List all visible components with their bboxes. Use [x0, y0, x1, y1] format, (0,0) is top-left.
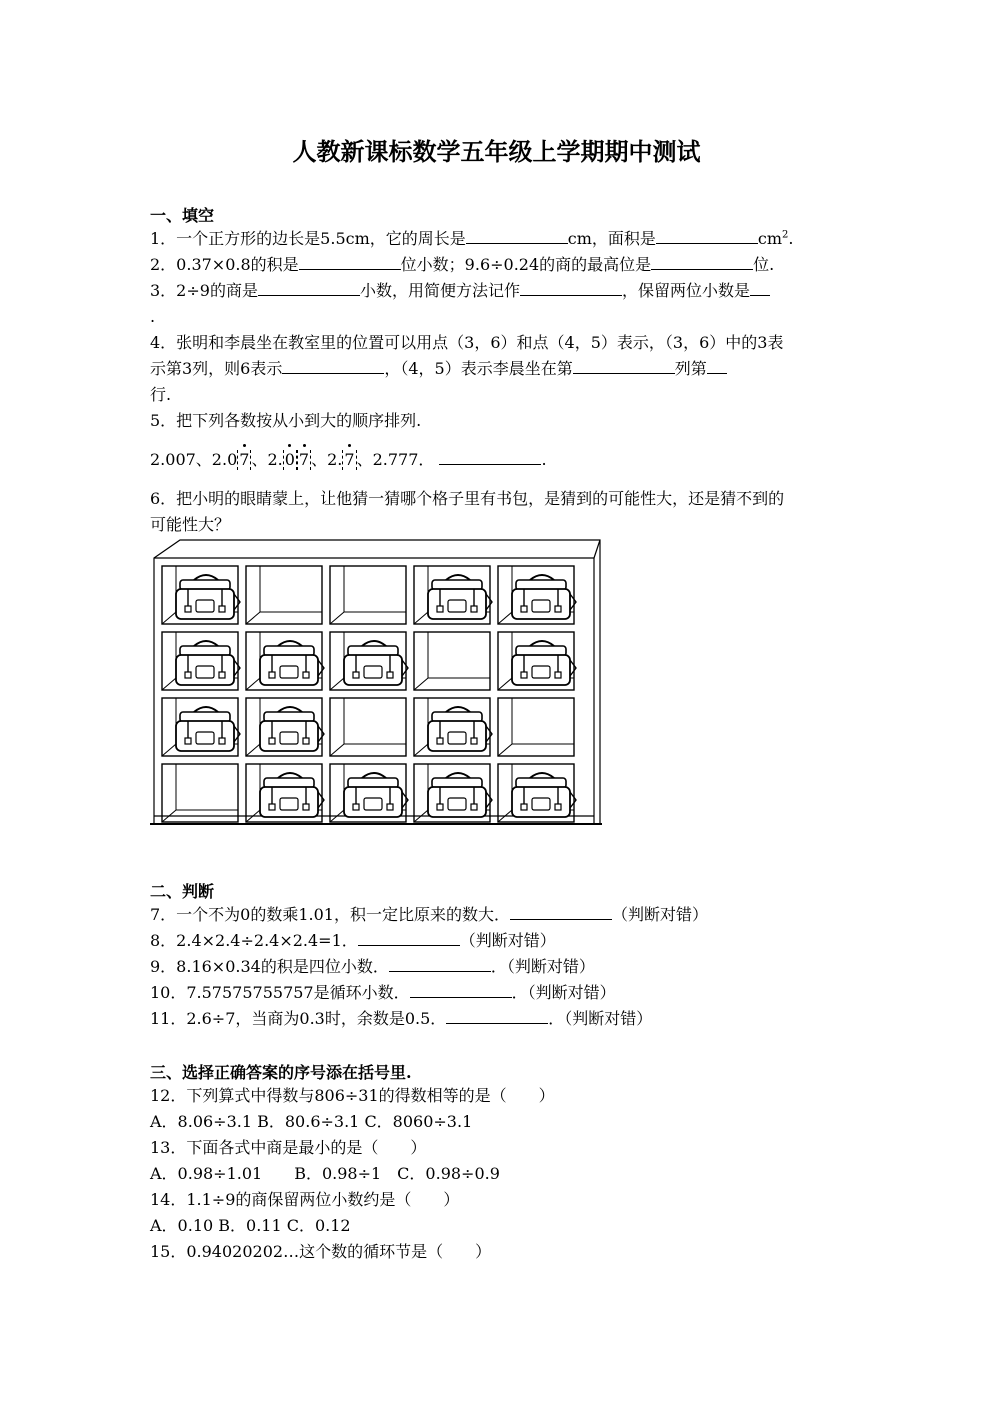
- answer-blank[interactable]: [750, 281, 770, 296]
- question-13-options: A．0.98÷1.01 B．0.98÷1 C．0.98÷0.9: [150, 1164, 500, 1183]
- section-heading-judge: 二、判断: [150, 882, 215, 901]
- question-10: [150, 983, 616, 1003]
- question-13: 13．下面各式中商是最小的是（ ）: [150, 1138, 427, 1157]
- school-bag-icon: [344, 773, 408, 817]
- q1-text-c: cm: [757, 229, 783, 248]
- page-title: 人教新课标数学五年级上学期期中测试: [292, 137, 701, 166]
- question-12: 12．下列算式中得数与806÷31的得数相等的是（ ）: [150, 1086, 555, 1105]
- answer-blank[interactable]: [510, 905, 612, 920]
- q3-text-a: 3．2÷9的商是: [150, 281, 258, 300]
- q5-part-1: 2.007、2.0: [150, 450, 238, 469]
- shelf-cell-with-bag: [246, 632, 324, 690]
- q4-text-c: 列第: [674, 359, 707, 378]
- repeating-digit: 7: [298, 450, 310, 469]
- question-2: [150, 255, 774, 275]
- shelf-cell-with-bag: [414, 698, 492, 756]
- q3-end: .: [150, 307, 156, 326]
- answer-blank[interactable]: [651, 255, 753, 270]
- shelf-cell-empty: [330, 566, 406, 624]
- q4-text-a: 示第3列，则6表示: [150, 359, 283, 378]
- shelf-cell-with-bag: [162, 698, 240, 756]
- shelf-cell-empty: [498, 698, 574, 756]
- question-6-line-1: 6．把小明的眼睛蒙上，让他猜一猜哪个格子里有书包，是猜到的可能性大，还是猜不到的: [150, 489, 785, 508]
- q8-hint: （判断对错）: [459, 931, 556, 950]
- answer-blank[interactable]: [389, 957, 491, 972]
- school-bag-icon: [512, 773, 576, 817]
- question-7: [150, 905, 708, 925]
- question-14-options: A．0.10 B．0.11 C．0.12: [150, 1216, 351, 1235]
- q7-hint: （判断对错）: [612, 905, 709, 924]
- section-heading-fill: 一、填空: [150, 206, 215, 225]
- school-bag-icon: [260, 773, 324, 817]
- shelf-cell-with-bag: [246, 764, 324, 822]
- answer-blank[interactable]: [258, 281, 360, 296]
- repeating-digit: 7: [344, 450, 355, 469]
- question-4-line-2: [150, 359, 727, 379]
- section-heading-choice: 三、选择正确答案的序号添在括号里.: [150, 1063, 412, 1082]
- answer-blank[interactable]: [520, 281, 622, 296]
- q2-text-a: 2．0.37×0.8的积是: [150, 255, 299, 274]
- q1-text-b: cm，面积是: [567, 229, 656, 248]
- answer-blank[interactable]: [282, 359, 384, 374]
- q2-text-c: 位.: [753, 255, 775, 274]
- shelf-cell-with-bag: [414, 566, 492, 624]
- q5-part-2: 、2.: [251, 450, 283, 469]
- shelf-cell-with-bag: [498, 632, 576, 690]
- question-6-line-2: 可能性大？: [150, 515, 231, 534]
- answer-blank[interactable]: [573, 359, 675, 374]
- school-bag-icon: [428, 773, 492, 817]
- q10-hint: ．（判断对错）: [511, 983, 616, 1002]
- shelf-cell-with-bag: [498, 566, 576, 624]
- q3-text-b: 小数，用简便方法记作: [359, 281, 520, 300]
- shelf-cell-with-bag: [162, 632, 240, 690]
- school-bag-icon: [260, 707, 324, 751]
- shelf-cell-with-bag: [330, 764, 408, 822]
- answer-blank[interactable]: [299, 255, 401, 270]
- q11-text: 11．2.6÷7，当商为0.3时，余数是0.5．: [150, 1009, 447, 1028]
- q5-end: .: [541, 450, 547, 469]
- question-15: 15．0.94020202…这个数的循环节是（ ）: [150, 1242, 492, 1261]
- q1-text-a: 1．一个正方形的边长是5.5cm，它的周长是: [150, 229, 466, 248]
- question-9: [150, 957, 595, 977]
- repeating-digit: 0: [284, 450, 295, 469]
- q5-part-4: 、2.777．: [356, 450, 435, 469]
- school-bag-icon: [176, 641, 240, 685]
- question-4-line-1: 4．张明和李晨坐在教室里的位置可以用点（3，6）和点（4，5）表示，（3，6）中的3表: [150, 333, 784, 352]
- question-1: [150, 229, 794, 249]
- answer-blank[interactable]: [410, 983, 512, 998]
- question-5-numbers: [150, 450, 547, 470]
- q10-text: 10．7.57575755757是循环小数．: [150, 983, 410, 1002]
- question-4-line-3: 行.: [150, 385, 172, 404]
- answer-blank[interactable]: [358, 931, 460, 946]
- q2-text-b: 位小数；9.6÷0.24的商的最高位是: [400, 255, 652, 274]
- school-bag-icon: [260, 641, 324, 685]
- question-11: [150, 1009, 652, 1029]
- question-12-options: A．8.06÷3.1 B．80.6÷3.1 C．8060÷3.1: [150, 1112, 473, 1131]
- school-bag-icon: [512, 575, 576, 619]
- q11-hint: ．（判断对错）: [548, 1009, 653, 1028]
- q4-text-b: ，（4，5）表示李晨坐在第: [384, 359, 573, 378]
- shelf-cell-empty: [246, 566, 322, 624]
- q3-text-c: ，保留两位小数是: [621, 281, 750, 300]
- question-8: [150, 931, 556, 951]
- question-3: [150, 281, 770, 301]
- shelf-cell-empty: [330, 698, 406, 756]
- question-5-line-1: 5．把下列各数按从小到大的顺序排列.: [150, 411, 422, 430]
- shelf-cell-empty: [414, 632, 490, 690]
- answer-blank[interactable]: [466, 229, 568, 244]
- repeating-digit: 7: [239, 450, 250, 469]
- shelf-cell-with-bag: [246, 698, 324, 756]
- school-bag-icon: [344, 641, 408, 685]
- bookshelf-illustration: [150, 538, 602, 826]
- q5-part-3: 、2.: [311, 450, 343, 469]
- answer-blank[interactable]: [446, 1009, 548, 1024]
- school-bag-icon: [512, 641, 576, 685]
- q8-text: 8．2.4×2.4÷2.4×2.4=1．: [150, 931, 358, 950]
- school-bag-icon: [428, 575, 492, 619]
- school-bag-icon: [176, 707, 240, 751]
- school-bag-icon: [176, 575, 240, 619]
- q1-superscript: 2: [782, 229, 789, 241]
- shelf-cell-with-bag: [414, 764, 492, 822]
- q7-text: 7．一个不为0的数乘1.01，积一定比原来的数大．: [150, 905, 510, 924]
- answer-blank[interactable]: [439, 450, 541, 465]
- q9-text: 9．8.16×0.34的积是四位小数．: [150, 957, 389, 976]
- question-14: 14．1.1÷9的商保留两位小数约是（ ）: [150, 1190, 460, 1209]
- shelf-cell-with-bag: [162, 566, 240, 624]
- answer-blank[interactable]: [656, 229, 758, 244]
- shelf-cell-with-bag: [498, 764, 576, 822]
- shelf-cell-empty: [162, 764, 238, 822]
- q1-text-d: .: [788, 229, 794, 248]
- answer-blank[interactable]: [707, 359, 727, 374]
- q9-hint: ．（判断对错）: [490, 957, 595, 976]
- school-bag-icon: [428, 707, 492, 751]
- shelf-cell-with-bag: [330, 632, 408, 690]
